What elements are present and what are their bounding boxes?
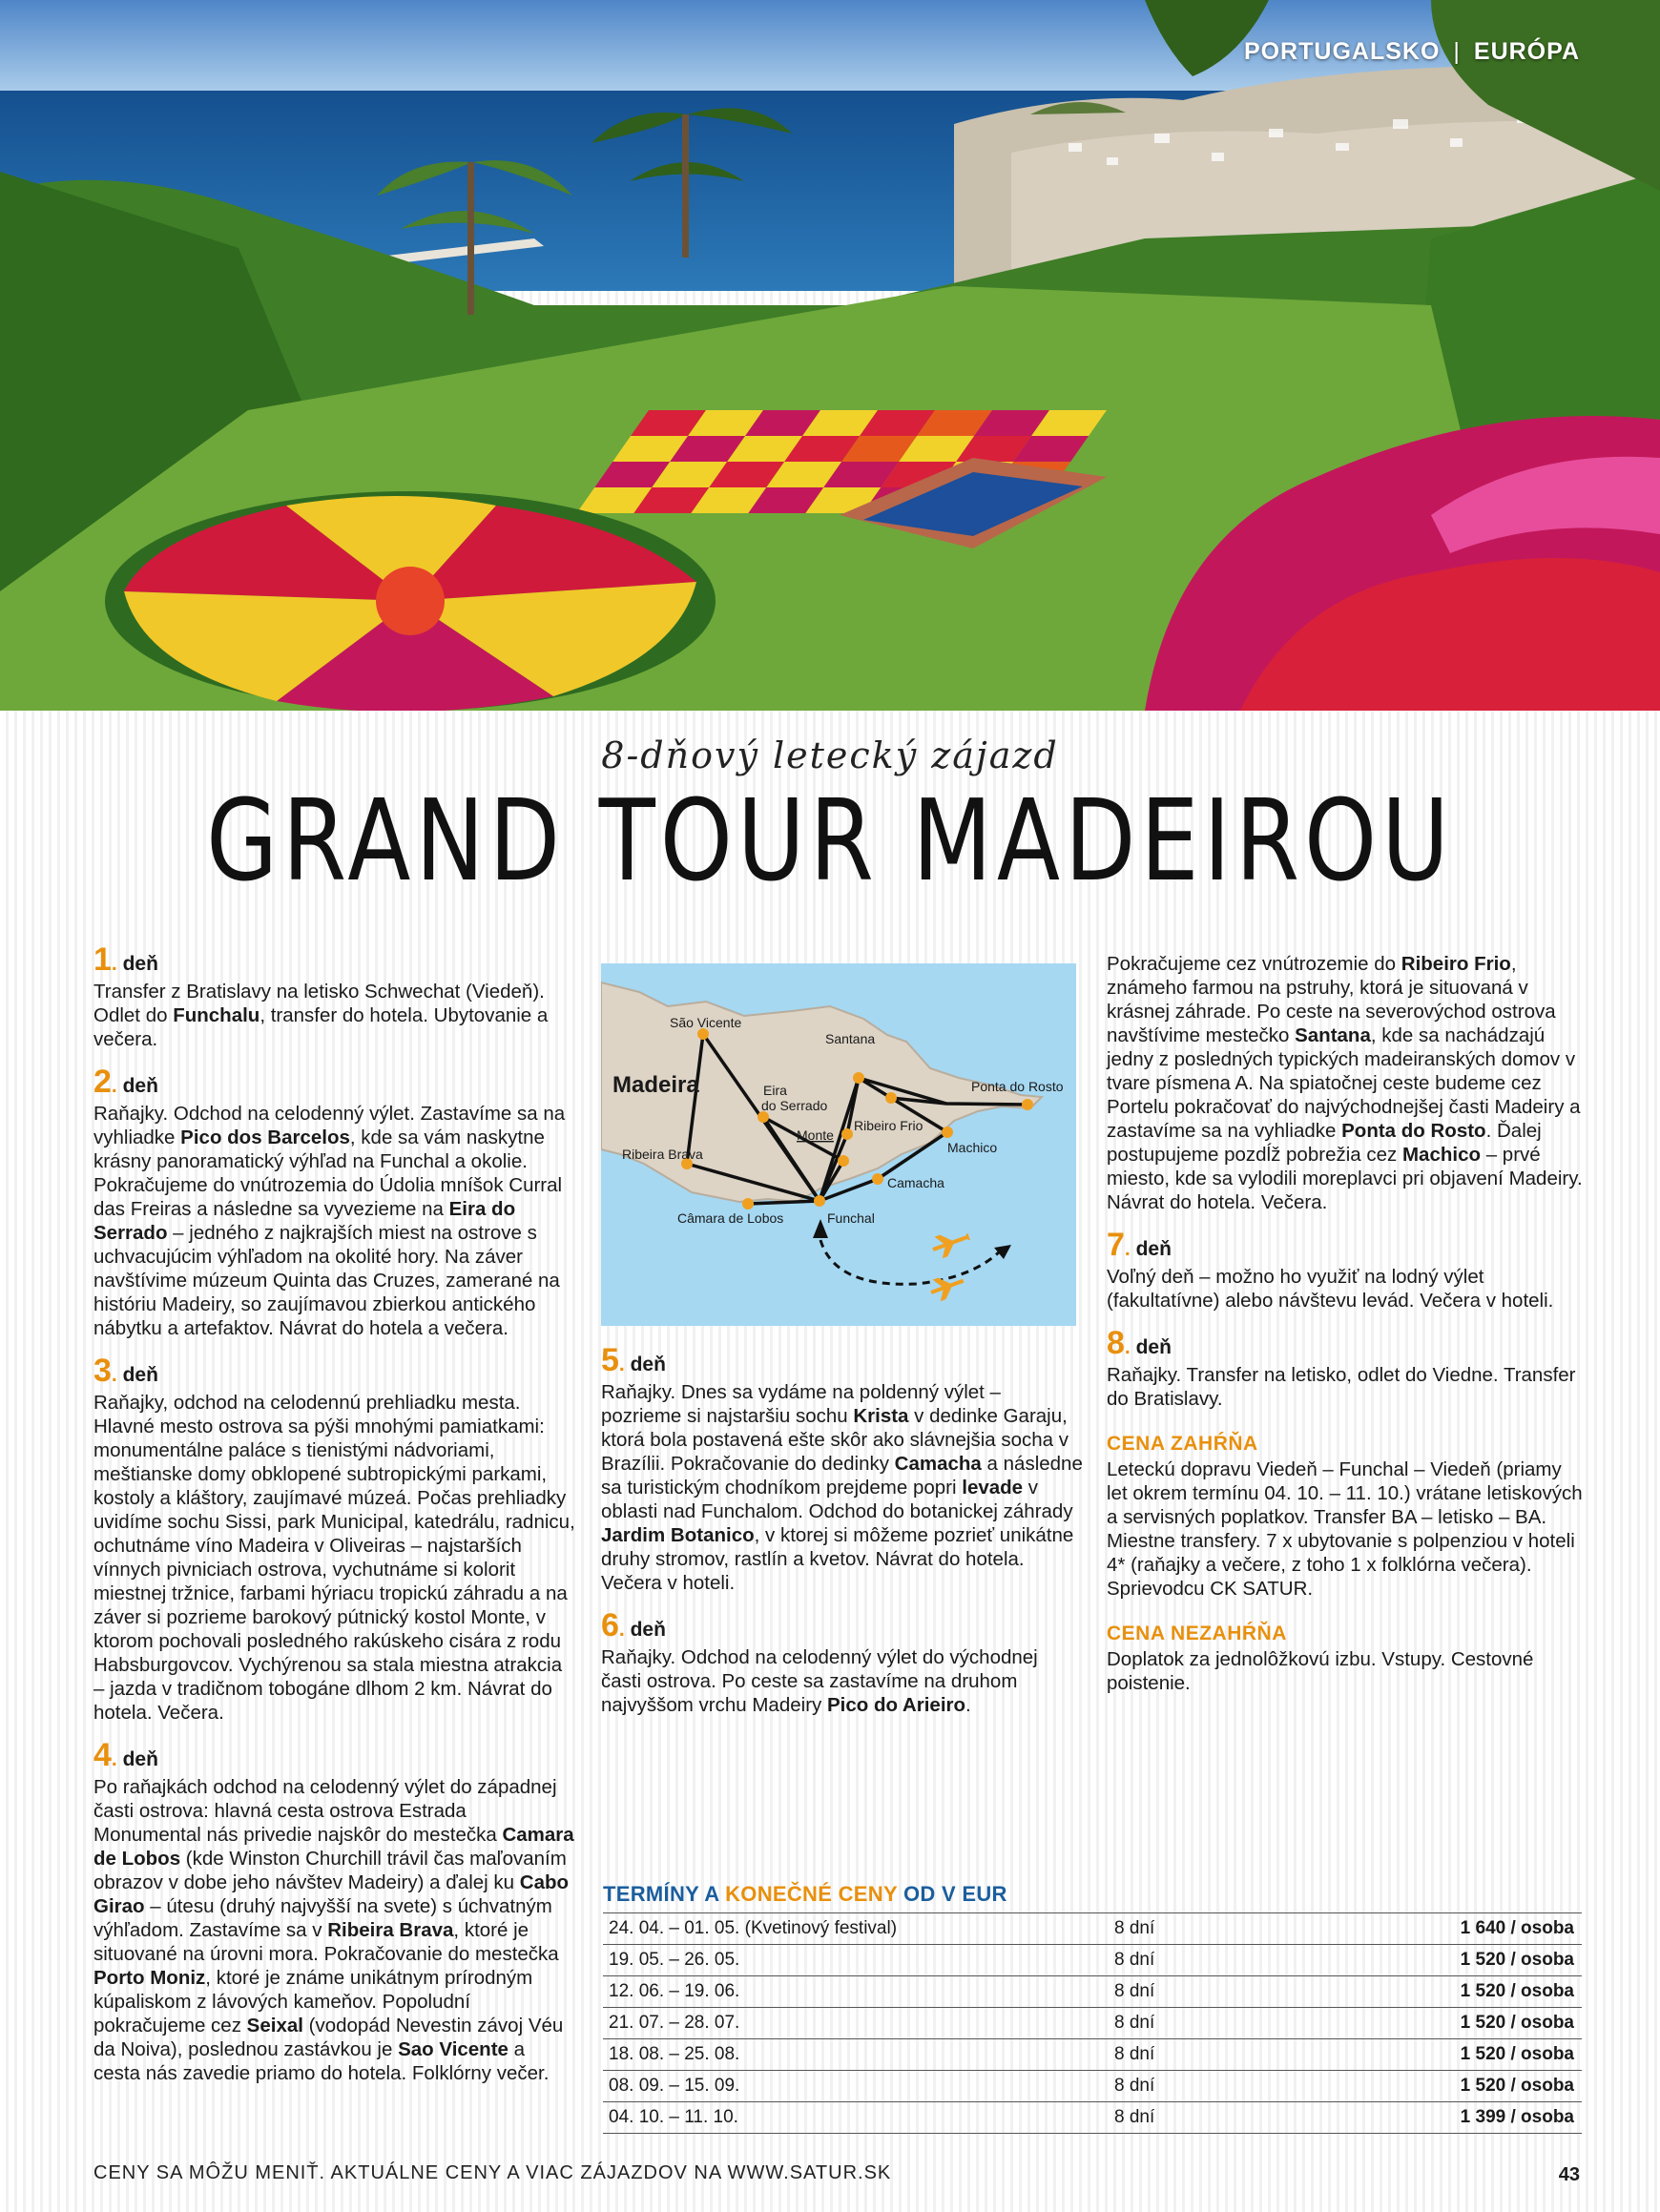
table-cell-date: 24. 04. – 01. 05. (Kvetinový festival): [609, 1918, 898, 1938]
table-row: [603, 2101, 1582, 2134]
footer-note: CENY SA MÔŽU MENIŤ. AKTUÁLNE CENY A VIAC ZÁJAZDOV NA WWW.SATUR.SK: [93, 2162, 892, 2183]
price-excluded-text: Doplatok za jednolôžkovú izbu. Vstupy. Cestovné poistenie.: [1107, 1648, 1534, 1694]
map-label-camara-de-lobos: Câmara de Lobos: [677, 1210, 784, 1226]
day-number: 6: [601, 1607, 619, 1643]
price-table-body: [603, 1912, 1582, 2134]
day-number: 1: [93, 941, 112, 978]
day-heading: [93, 1737, 575, 1775]
table-cell-days: 8 dní: [1114, 1950, 1155, 1970]
table-heading-post: OD V EUR: [903, 1882, 1007, 1906]
day-description: Po raňajkách odchod na celodenný výlet do západnej časti ostrova: hlavná cesta ostrova Estrada Monumental nás privedie najskôr do mestečka Camara de Lobos (kde Winston Churchill trávil čas maľovaním obrazov v dobe jeho návštev Madeiry) a ďalej ku Cabo Girao – útesu (druhý najvyšší na svete) s úchvatným výhľadom. Zastavíme sa v Ribeira Brava, ktoré je situované na úrovni mora. Pokračovanie do mestečka Porto Moniz, ktoré je známe unikátnym prírodným kúpaliskom z lávových kameňov. Popoludní pokračujeme cez Seixal (vodopád Nevestin závoj Véu da Noiva), poslednou zastávkou je Sao Vicente a cesta nás zavedie priamo do hotela. Folklórny večer.: [93, 1776, 574, 2084]
day-number: 2: [93, 1064, 112, 1100]
table-row: [603, 1944, 1582, 1975]
table-row: [603, 2007, 1582, 2038]
day-label: . deň: [112, 953, 158, 975]
table-cell-price: 1 520 / osoba: [1460, 2076, 1574, 2096]
table-cell-date: 08. 09. – 15. 09.: [609, 2076, 740, 2096]
day-description: Voľný deň – možno ho využiť na lodný výlet (fakultatívne) alebo návštevu levád. Večera v hoteli.: [1107, 1266, 1554, 1312]
day-section: [93, 1355, 575, 1725]
day-label: . deň: [112, 1748, 158, 1770]
column-left: [93, 941, 575, 2100]
map-label-ponta-do-rosto: Ponta do Rosto: [971, 1079, 1064, 1094]
table-cell-price: 1 520 / osoba: [1460, 1981, 1574, 2001]
map-label-eira-do-serrado: Eira do Serrado: [761, 1083, 828, 1113]
table-row: [603, 1912, 1582, 1944]
map-svg: [601, 963, 1076, 1326]
garden-illustration: [0, 0, 1660, 711]
price-excluded-heading: CENA NEZAHŔŇA: [1107, 1623, 1287, 1644]
map-label-funchal: Funchal: [827, 1210, 875, 1226]
day-label: . deň: [1125, 1336, 1172, 1358]
day-section: [1107, 1227, 1584, 1313]
day-section: [93, 1066, 575, 1340]
day-description: Raňajky. Odchod na celodenný výlet. Zastavíme sa na vyhliadke Pico dos Barcelos, kde sa vám naskytne krásny panoramatický výhľad na Funchal a okolie. Pokračujeme do vnútrozemia do Údolia mníšok Curral das Freiras a následne sa vyvezieme na Eira do Serrado – jedného z najkrajších miest na ostrove s uchvacujúcim výhľadom na okolité hory. Na záver navštívime múzeum Quinta das Cruzes, zamerané na históriu Madeiry, so zaujímavou zbierkou antického nábytku a artefaktov. Návrat do hotela a večera.: [93, 1103, 566, 1339]
map-label-santana: Santana: [825, 1031, 876, 1046]
page-subtitle: 8-dňový letecký zájazd: [601, 734, 1059, 776]
day-number: 4: [93, 1737, 112, 1773]
breadcrumb: [1244, 38, 1580, 66]
table-heading-pre: TERMÍNY A: [603, 1882, 719, 1906]
day-heading: [601, 1342, 1083, 1380]
breadcrumb-separator: |: [1453, 38, 1461, 65]
table-cell-price: 1 640 / osoba: [1460, 1918, 1574, 1938]
page-number: 43: [1558, 2164, 1580, 2185]
table-row: [603, 2038, 1582, 2070]
day-section: [93, 1737, 575, 2085]
day-number: 7: [1107, 1227, 1125, 1263]
table-row: [603, 1975, 1582, 2007]
table-cell-days: 8 dní: [1114, 1918, 1155, 1938]
day-heading: [601, 1607, 1083, 1645]
day-number: 3: [93, 1353, 112, 1389]
day-description-continued: Pokračujeme cez vnútrozemie do Ribeiro Frio, známeho farmou na pstruhy, ktorá je situovaná v krásnej záhrade. Po ceste na severovýchod ostrova navštívime mestečko Santana, kde sa nachádzajú jedny z posledných typických madeiranských domov v tvare písmena A. Na spiatočnej ceste budeme cez Portelu pokračovať do najvýchodnejšej časti Madeiry a zastavíme sa na vyhliadke Ponta do Rosto. Ďalej postupujeme pozdĺž pobrežia cez Machico – prvé miesto, kde sa vylodili moreplavci pri objavení Madeiry. Návrat do hotela. Večera.: [1107, 953, 1583, 1213]
day-section: [601, 1607, 1083, 1717]
day-number: 5: [601, 1342, 619, 1378]
map-label-ribeira-brava: Ribeira Brava: [622, 1147, 703, 1162]
page-title: GRAND TOUR MADEIROU: [206, 775, 1454, 906]
day-label: . deň: [1125, 1238, 1172, 1260]
column-middle: [601, 1342, 1083, 1732]
table-cell-days: 8 dní: [1114, 2044, 1155, 2064]
price-included-heading: CENA ZAHŔŇA: [1107, 1433, 1258, 1455]
day-section: [601, 1342, 1083, 1595]
day-label: . deň: [112, 1364, 158, 1386]
map-label-sao-vicente: São Vicente: [670, 1015, 742, 1030]
column-right: [1107, 952, 1584, 1710]
day-heading: [93, 941, 575, 980]
day-section: [1107, 1325, 1584, 1411]
table-cell-date: 12. 06. – 19. 06.: [609, 1981, 740, 2001]
day-description: Transfer z Bratislavy na letisko Schwechat (Viedeň). Odlet do Funchalu, transfer do hotela. Ubytovanie a večera.: [93, 981, 549, 1050]
map-label-monte: Monte: [797, 1127, 834, 1143]
table-cell-days: 8 dní: [1114, 1981, 1155, 2001]
map-label-machico: Machico: [947, 1140, 998, 1155]
breadcrumb-country: PORTUGALSKO: [1243, 38, 1441, 65]
table-cell-days: 8 dní: [1114, 2013, 1155, 2033]
day-heading: [93, 1355, 575, 1391]
price-included-text: Leteckú dopravu Viedeň – Funchal – Viedeň (priamy let okrem termínu 04. 10. – 11. 10.) vrátane letiskových a servisných poplatkov. Transfer BA – letisko – BA. Miestne transfery. 7 x ubytovanie s polpenziou v hoteli 4* (raňajky a večere, z toho 1 x folklórna večera). Sprievodcu CK SATUR.: [1107, 1458, 1583, 1600]
table-cell-date: 19. 05. – 26. 05.: [609, 1950, 740, 1970]
map-island-label: Madeira: [612, 1072, 699, 1098]
map-label-ribeiro-frio: Ribeiro Frio: [854, 1118, 923, 1133]
day-description: Raňajky. Dnes sa vydáme na poldenný výlet – pozrieme si najstaršiu sochu Krista v dedinke Garaju, ktorá bola postavená ešte skôr ako slávnejšia socha v Brazílii. Pokračovanie do dedinky Camacha a následne sa turistickým chodníkom prejdeme popri levade v oblasti nad Funchalom. Odchod do botanickej záhrady Jardim Botanico, v ktorej si môžeme pozrieť unikátne druhy stromov, rastlín a kvetov. Návrat do hotela. Večera v hoteli.: [601, 1381, 1083, 1594]
table-cell-days: 8 dní: [1114, 2076, 1155, 2096]
day-section: [93, 941, 575, 1051]
table-row: [603, 2070, 1582, 2101]
day-heading: [1107, 1325, 1584, 1363]
hero-photo: [0, 0, 1660, 711]
table-cell-price: 1 520 / osoba: [1460, 2013, 1574, 2033]
table-cell-date: 04. 10. – 11. 10.: [609, 2107, 738, 2127]
table-cell-price: 1 520 / osoba: [1460, 2044, 1574, 2064]
day-description: Raňajky. Odchod na celodenný výlet do východnej časti ostrova. Po ceste sa zastavíme na druhom najvyššom vrchu Madeiry Pico do Arieiro.: [601, 1646, 1038, 1716]
day-description: Raňajky. Transfer na letisko, odlet do Viedne. Transfer do Bratislavy.: [1107, 1364, 1576, 1410]
day-number: 8: [1107, 1325, 1125, 1361]
day-label: . deň: [112, 1075, 158, 1097]
table-cell-date: 21. 07. – 28. 07.: [609, 2013, 740, 2033]
table-cell-days: 8 dní: [1114, 2107, 1155, 2127]
route-map: [601, 963, 1076, 1326]
table-cell-price: 1 399 / osoba: [1460, 2107, 1574, 2127]
price-table-heading: [603, 1882, 1582, 1907]
day-label: . deň: [619, 1354, 666, 1375]
table-cell-date: 18. 08. – 25. 08.: [609, 2044, 740, 2064]
map-label-camacha: Camacha: [887, 1175, 944, 1190]
table-heading-highlight: KONEČNÉ CENY: [725, 1882, 898, 1906]
day-description: Raňajky, odchod na celodennú prehliadku mesta. Hlavné mesto ostrova sa pýši mnohými pamiatkami: monumentálne paláce s tienistými nádvoriami, meštianske domy obklopené subtropickými parkami, kostoly a kláštory, zaujímavé múzeá. Počas prehliadky uvidíme sochu Sissi, park Municipal, katedrálu, radnicu, ochutnáme víno Madeira v Oliveiras – najstarších vínnych pivniciach ostrova, vychutnáme si kolorit miestnej tržnice, farbami hýriacu tropickú záhradu a na záver si pozrieme barokový pútnický kostol Monte, v ktorom pochovali posledného rakúskeho cisára z rodu Habsburgovcov. Vychýrenou sa stala miestna atrakcia – jazda v tradičnom tobogáne dlhom 2 km. Návrat do hotela. Večera.: [93, 1392, 575, 1724]
day-heading: [1107, 1227, 1584, 1265]
day-heading: [93, 1066, 575, 1102]
table-cell-price: 1 520 / osoba: [1460, 1950, 1574, 1970]
day-label: . deň: [619, 1619, 666, 1641]
price-table: [603, 1882, 1582, 2134]
breadcrumb-region: EURÓPA: [1473, 38, 1580, 65]
